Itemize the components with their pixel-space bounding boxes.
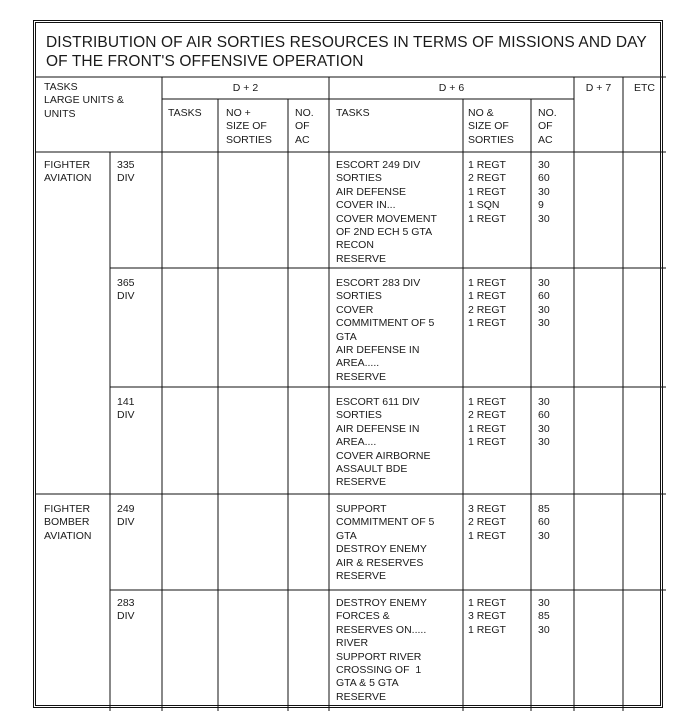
header-d6-ac: NO. OF AC: [538, 107, 557, 146]
header-tasks-units: TASKS LARGE UNITS & UNITS: [44, 81, 124, 120]
d6-sorties-cell: 1 REGT 2 REGT 1 REGT 1 SQN 1 REGT: [468, 159, 506, 225]
d6-sorties-cell: 3 REGT 2 REGT 1 REGT: [468, 503, 506, 542]
unit-label: 335 DIV: [117, 159, 135, 185]
d6-ac-cell: 30 85 30: [538, 597, 550, 636]
header-d2-tasks: TASKS: [168, 107, 202, 119]
d6-tasks-cell: SUPPORT COMMITMENT OF 5 GTA DESTROY ENEMY AIR & RESERVES RESERVE: [336, 503, 435, 583]
d6-tasks-cell: ESCORT 611 DIV SORTIES AIR DEFENSE IN AREA.... COVER AIRBORNE ASSAULT BDE RESERVE: [336, 396, 431, 489]
group-type-fighter-aviation: FIGHTER AVIATION: [44, 159, 92, 185]
document-title: DISTRIBUTION OF AIR SORTIES RESOURCES IN TERMS OF MISSIONS AND DAY OF THE FRONT'S OFFENSIVE OPERATION: [46, 34, 647, 70]
d6-sorties-cell: 1 REGT 2 REGT 1 REGT 1 REGT: [468, 396, 506, 449]
unit-label: 365 DIV: [117, 277, 135, 303]
header-d6: D + 6: [438, 82, 465, 94]
d6-tasks-cell: ESCORT 249 DIV SORTIES AIR DEFENSE COVER IN... COVER MOVEMENT OF 2ND ECH 5 GTA RECON RESERVE: [336, 159, 437, 265]
unit-label: 283 DIV: [117, 597, 135, 623]
header-d6-tasks: TASKS: [336, 107, 370, 119]
d6-tasks-cell: ESCORT 283 DIV SORTIES COVER COMMITMENT OF 5 GTA AIR DEFENSE IN AREA..... RESERVE: [336, 277, 435, 383]
d6-ac-cell: 85 60 30: [538, 503, 550, 542]
header-d6-sorties: NO & SIZE OF SORTIES: [468, 107, 514, 146]
d6-tasks-cell: DESTROY ENEMY FORCES & RESERVES ON..... RIVER SUPPORT RIVER CROSSING OF 1 GTA & 5 GTA RESERVE: [336, 597, 427, 703]
header-etc: ETC: [634, 82, 655, 94]
unit-label: 249 DIV: [117, 503, 135, 529]
unit-label: 141 DIV: [117, 396, 135, 422]
d6-ac-cell: 30 60 30 30: [538, 396, 550, 449]
group-type-fighter-bomber-aviation: FIGHTER BOMBER AVIATION: [44, 503, 92, 542]
d6-sorties-cell: 1 REGT 3 REGT 1 REGT: [468, 597, 506, 636]
header-d2: D + 2: [232, 82, 259, 94]
d6-ac-cell: 30 60 30 9 30: [538, 159, 550, 225]
d6-sorties-cell: 1 REGT 1 REGT 2 REGT 1 REGT: [468, 277, 506, 330]
header-d7: D + 7: [585, 82, 612, 94]
d6-ac-cell: 30 60 30 30: [538, 277, 550, 330]
document-frame: [33, 20, 663, 708]
header-d2-ac: NO. OF AC: [295, 107, 314, 146]
header-d2-sorties: NO + SIZE OF SORTIES: [226, 107, 272, 146]
